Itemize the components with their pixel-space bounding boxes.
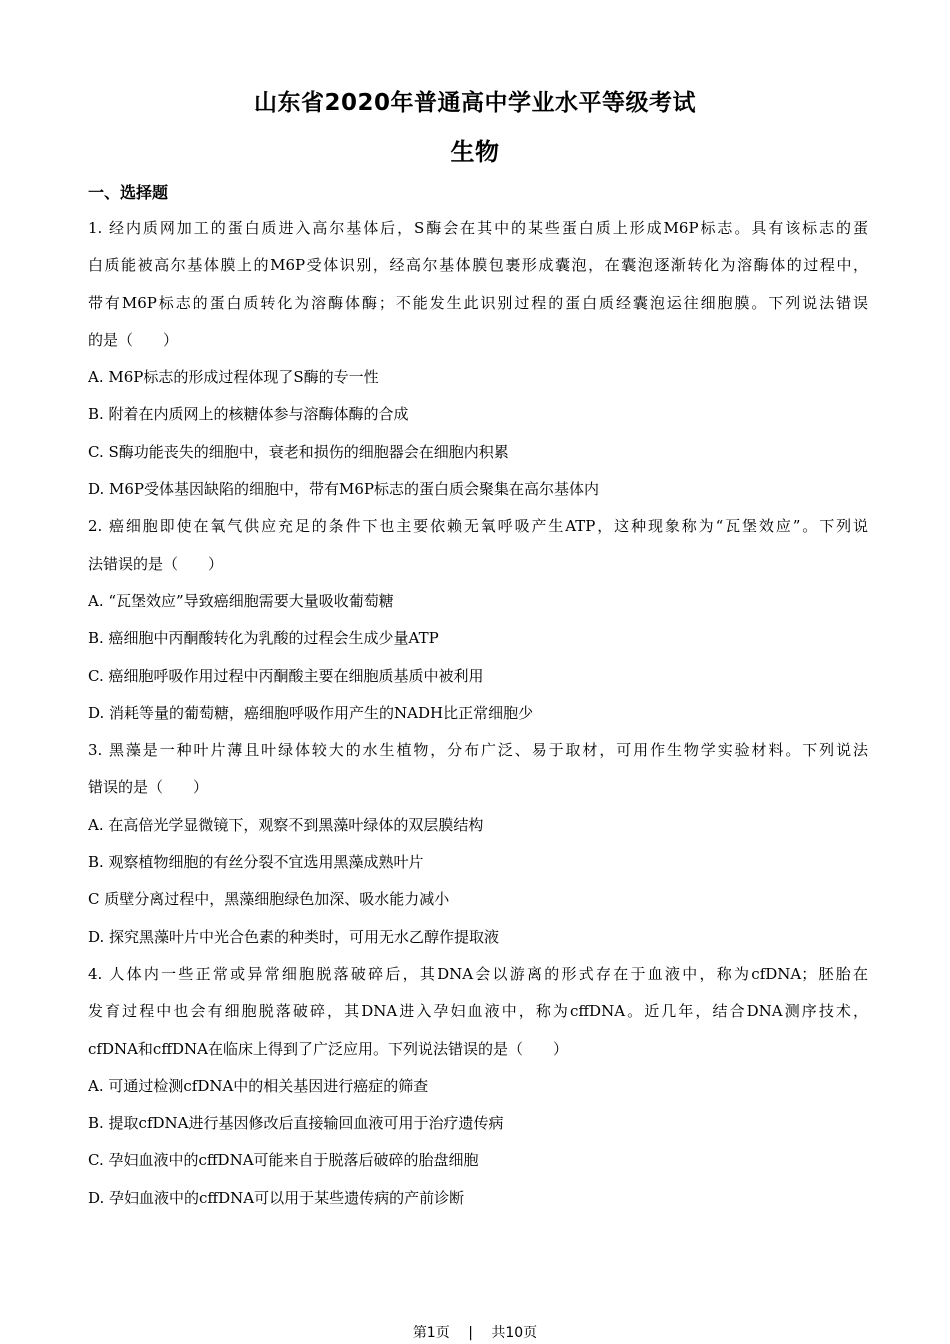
option-a: A. “瓦堡效应”导致癌细胞需要大量吸收葡萄糖 [88,591,394,610]
exam-subject: 生物 [450,138,500,166]
question-stem-line: 1. 经内质网加工的蛋白质进入高尔基体后，S酶会在其中的某些蛋白质上形成M6P标志。具有该标志的蛋 [88,219,868,237]
question-stem-line: 带有M6P标志的蛋白质转化为溶酶体酶；不能发生此识别过程的蛋白质经囊泡运往细胞膜。下列说法错误 [88,293,868,312]
question-3 [88,736,868,960]
option-b: B. 癌细胞中丙酮酸转化为乳酸的过程会生成少量ATP [88,629,439,648]
option-c: C. S酶功能丧失的细胞中，衰老和损伤的细胞器会在细胞内积累 [88,442,509,461]
option-a: A. 在高倍光学显微镜下，观察不到黑藻叶绿体的双层膜结构 [88,815,484,834]
question-4 [88,960,868,1221]
current-page-label: 第1页 [412,1325,450,1341]
question-stem-line: 2. 癌细胞即使在氧气供应充足的条件下也主要依赖无氧呼吸产生ATP，这种现象称为“瓦堡效应”。下列说 [88,517,868,536]
option-c: C. 癌细胞呼吸作用过程中丙酮酸主要在细胞质基质中被利用 [88,666,484,685]
question-stem-line: 错误的是（ ） [88,778,209,797]
question-stem-line: 4. 人体内一些正常或异常细胞脱落破碎后，其DNA会以游离的形式存在于血液中，称为cfDNA；胚胎在 [88,964,868,983]
option-a: A. M6P标志的形成过程体现了S酶的专一性 [88,368,379,387]
exam-title: 山东省2020年普通高中学业水平等级考试 [253,90,696,116]
total-pages-label: 共10页 [491,1325,538,1341]
question-stem-line: 的是（ ） [88,330,179,349]
option-a: A. 可通过检测cfDNA中的相关基因进行癌症的筛查 [88,1076,429,1095]
option-d: D. 孕妇血液中的cffDNA可以用于某些遗传病的产前诊断 [88,1188,465,1207]
question-1 [88,214,868,512]
option-b: B. 观察植物细胞的有丝分裂不宜选用黑藻成熟叶片 [88,853,424,872]
section-heading: 一、选择题 [88,183,169,202]
footer-separator: | [468,1325,473,1341]
option-d: D. M6P受体基因缺陷的细胞中，带有M6P标志的蛋白质会聚集在高尔基体内 [88,480,600,499]
question-list [88,214,868,1221]
option-d: D. 探究黑藻叶片中光合色素的种类时，可用无水乙醇作提取液 [88,927,500,946]
option-c: C. 孕妇血液中的cffDNA可能来自于脱落后破碎的胎盘细胞 [88,1151,479,1170]
question-stem-line: 法错误的是（ ） [88,554,224,573]
question-stem-line: 白质能被高尔基体膜上的M6P受体识别，经高尔基体膜包裹形成囊泡，在囊泡逐渐转化为溶酶体的过程中， [88,256,868,275]
question-stem-line: 3. 黑藻是一种叶片薄且叶绿体较大的水生植物，分布广泛、易于取材，可用作生物学实验材料。下列说法 [88,741,868,760]
question-stem-line: 发育过程中也会有细胞脱落破碎，其DNA进入孕妇血液中，称为cffDNA。近几年，结合DNA测序技术， [88,1002,868,1021]
question-stem-line: cfDNA和cffDNA在临床上得到了广泛应用。下列说法错误的是（ ） [88,1039,568,1058]
option-b: B. 提取cfDNA进行基因修改后直接输回血液可用于治疗遗传病 [88,1114,504,1133]
option-c: C 质壁分离过程中，黑藻细胞绿色加深、吸水能力减小 [88,890,450,909]
page-footer [0,1322,950,1342]
question-2 [88,512,868,736]
option-b: B. 附着在内质网上的核糖体参与溶酶体酶的合成 [88,405,409,424]
option-d: D. 消耗等量的葡萄糖，癌细胞呼吸作用产生的NADH比正常细胞少 [88,703,534,722]
